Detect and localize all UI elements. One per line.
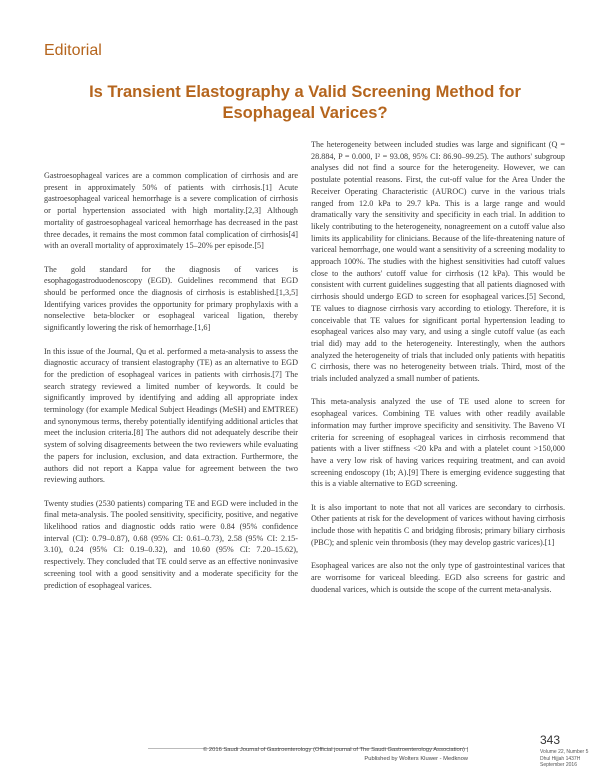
right-column: [311, 139, 565, 607]
volume-info: [540, 749, 600, 769]
paragraph: This meta-analysis analyzed the use of TE used alone to screen for esophageal varices. Combining TE values with other readily available information may further improve specificity and sensitivity. The Baveno VI criteria for screening of esophageal varices in cirrhosis recommend that patients with a liver stiffness <20 kPa and with a platelet count >150,000 have a very low risk of having varices requiring treatment, and can avoid screening endoscopy (1b; A).[9] There is emerging evidence suggesting that this is a viable alternative to EGD screening.: [311, 397, 565, 489]
hijri-date: Dhul Hijjah 1437H: [540, 755, 581, 762]
publication-date: September 2016: [540, 762, 577, 769]
article-title: Is Transient Elastography a Valid Screening Method for Esophageal Varices?: [89, 83, 521, 122]
paragraph: Gastroesophageal varices are a common complication of cirrhosis and are present in approximately 50% of patients with cirrhosis.[1] Acute gastroesophageal variceal hemorrhage is a severe complication of cirrhosis or portal hypertension associated with high mortality.[2,3] Although mortality of gastroesophageal variceal hemorrhage has decreased in the past three decades, it remains the most common fatal complication of cirrhosis[4] with an overall mortality of approximately 15–20% per episode.[5]: [44, 171, 298, 251]
footer-copyright: [148, 746, 468, 764]
paragraph: In this issue of the Journal, Qu et al. performed a meta-analysis to assess the diagnostic accuracy of transient elastography (TE) as an alternative to EGD for the prediction of esophageal varices in patients with cirrhosis.[7] The search strategy reviewed a limited number of keywords. It could be significantly improved by identifying and adding all appropriate index terminology (for example Medical Subject Headings (MeSH) and EMTREE) and synonymous terms, thereby potentially identifying additional articles that meet the inclusion criteria.[8] The authors did not adequately describe their system of solving disagreements between the two reviewers while evaluating the papers for inclusion, exclusion, and data extraction. Furthermore, the authors did not report a Kappa value for agreement between the two reviewing authors.: [44, 346, 298, 485]
section-label: Editorial: [44, 42, 102, 59]
paragraph: The heterogeneity between included studies was large and significant (Q = 28.884, P = 0.000, I² = 93.08, 95% CI: 86.90–99.25). The authors' subgroup analyses did not find a source for the heterogeneity. However, we can postulate potential reasons. First, the cut-off value for the Area Under the Receiver Operating Characteristic (AUROC) curve in the various trials ranged from 12.0 kPa to 29.7 kPa. This is a large range and would dramatically vary the sensitivity and specificity in each trial. In addition to likely contributing to the heterogeneity, nonagreement on a cutoff value also limits its applicability for clinicians. Because of the life-threatening nature of variceal hemorrhage, one would want a sensitivity of a screening modality to approach 100%. The studies with the highest sensitivities had cutoff values close to the authors' cutoff value for cirrhosis (12 kPa). This would be consistent with current guidelines suggesting that all patients diagnosed with cirrhosis should undergo EGD to screen for esophageal varices.[5] Second, TE values to diagnose cirrhosis vary according to etiology. Therefore, it is conceivable that TE values for significant portal hypertension leading to esophageal varices also may vary, and using a single cutoff value (as each trial did) may add to the heterogeneity. Interestingly, when the authors analyzed the heterogeneity of trials that included only patients with hepatitis C cirrhosis, there was no heterogeneity between trials. Third, most of the trials included analyzed a small number of patients.: [311, 140, 565, 384]
paragraph: It is also important to note that not all varices are secondary to cirrhosis. Other patients at risk for the development of varices without having cirrhosis include those with hepatitis C and bridging fibrosis; primary biliary cirrhosis (PBC); and splenic vein thrombosis (they may develop gastric varices).[1]: [311, 502, 565, 547]
paragraph: The gold standard for the diagnosis of varices is esophagogastroduodenoscopy (EGD). Guidelines recommend that EGD should be performed once the diagnosis of cirrhosis is established.[1,3,5] Identifying varices provides the opportunity for primary prophylaxis with a nonselective beta-blocker or esophageal variceal ligation, thereby significantly lowering the risk of hemorrhage.[1,6]: [44, 264, 298, 333]
volume-text: Volume 22, Number 5: [540, 749, 589, 755]
left-column: [44, 170, 298, 603]
copyright-text: © 2016 Saudi Journal of Gastroenterology (Official journal of The Saudi Gastroenterology Association) |: [203, 747, 468, 753]
page-number: 343: [540, 733, 561, 747]
paragraph: Twenty studies (2530 patients) comparing TE and EGD were included in the final meta-analysis. The pooled sensitivity, specificity, positive, and negative likelihood ratios and diagnostic odds ratio were 0.84 (95% confidence interval (CI): 0.79–0.87), 0.68 (95% CI: 0.61–0.73), 2.58 (95% CI: 2.15-3.10), 0.24 (95% CI: 0.19–0.32), and 10.60 (95% CI: 7.20–15.62), respectively. They concluded that TE could serve as an effective noninvasive screening tool with a good sensitivity and a moderate specificity for the prediction of esophageal varices.: [44, 498, 298, 590]
publisher-text: Published by Wolters Kluwer - Medknow: [364, 756, 468, 762]
paragraph: Esophageal varices are also not the only type of gastrointestinal varices that are worrisome for variceal bleeding. EGD also screens for gastric and duodenal varices, which is outside the scope of the current meta-analysis.: [311, 561, 565, 594]
